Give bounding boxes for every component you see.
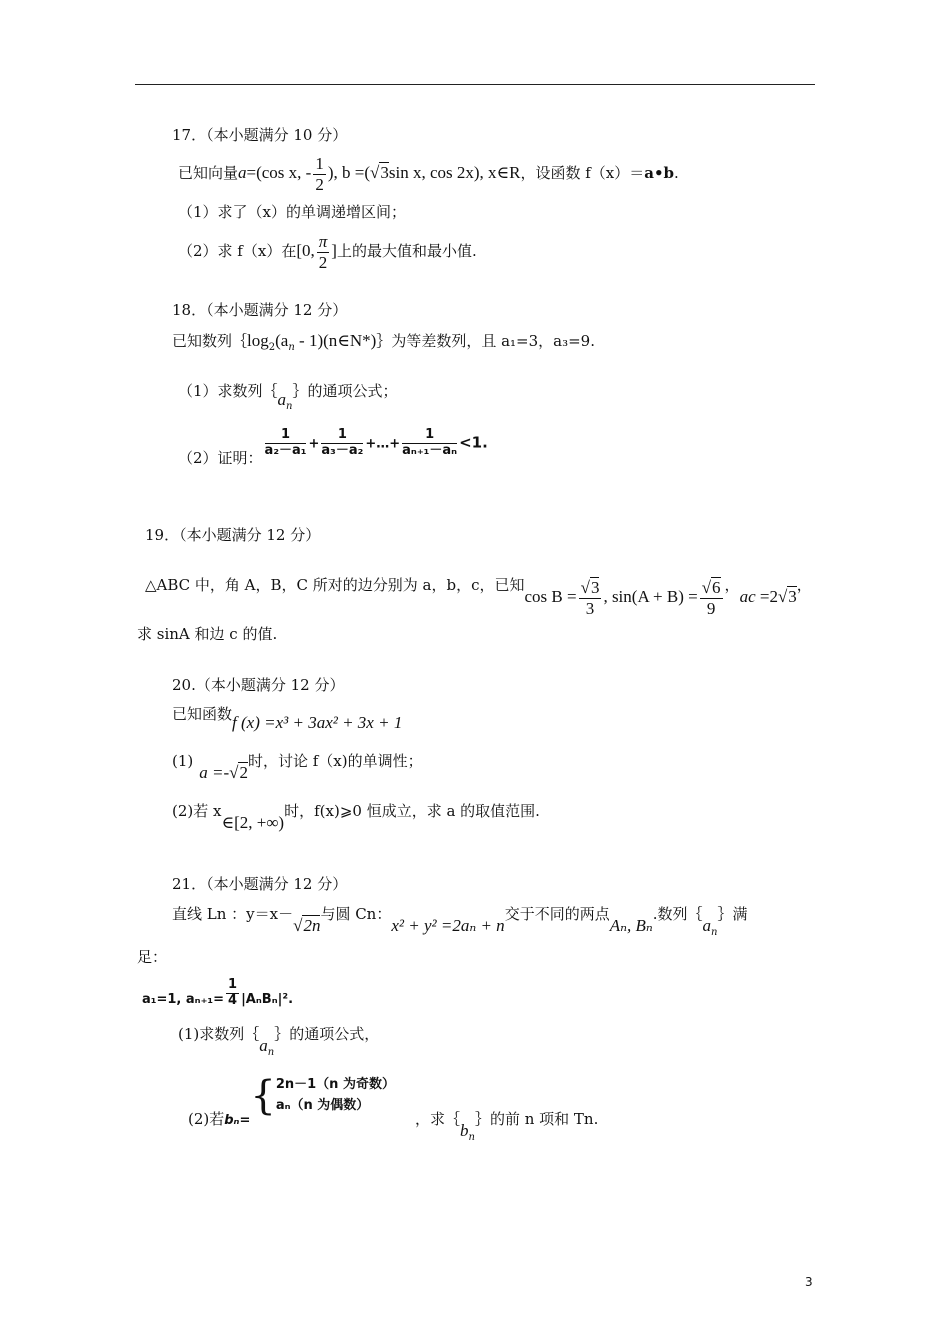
q21-stem-text: 与圆 Cn：	[320, 905, 392, 923]
fraction-numerator: 1	[228, 977, 238, 992]
product-ac: ac	[739, 587, 756, 607]
q17-formula-part: sin x, cos 2x), x∈R	[388, 163, 521, 183]
fraction-denominator: 2	[315, 174, 324, 194]
sqrt-radicand: 6	[712, 578, 721, 597]
sequence-b: b	[459, 1120, 469, 1140]
q18-title: 18．（本小题满分 12 分）	[172, 301, 348, 319]
q17-part2-text: （2）求 f（x）在	[178, 242, 297, 261]
q21-stem-text: 交于不同的两点	[504, 905, 610, 923]
inequality: <1.	[459, 433, 488, 452]
plus-sign: +	[308, 436, 320, 452]
page-number: 3	[805, 1275, 813, 1289]
comma: ，	[796, 576, 812, 595]
subscript-n: n	[286, 401, 293, 412]
condition-a: a =-	[199, 763, 230, 782]
piecewise-brace: {	[250, 1072, 276, 1119]
fraction-denominator: 2	[318, 252, 328, 272]
q18-part2-text: （2）证明：	[178, 449, 263, 468]
period: .	[674, 164, 679, 183]
fraction-quarter	[226, 978, 239, 1009]
q17-part1: （1）求了（x）的单调递增区间；	[178, 203, 407, 221]
q21-recurrence	[142, 978, 293, 1009]
q19-line2: 求 sinA 和边 c 的值.	[137, 625, 278, 643]
q17-part2-text: 上的最大值和最小值.	[336, 242, 477, 261]
q20-part2-text: (2)若 x	[172, 802, 222, 820]
fraction-denominator: aₙ₊₁－aₙ	[402, 442, 458, 458]
q18-stem-text: 已知数列｛	[172, 332, 248, 350]
q18-stem-text: ｝为等差数列，且 a₁=3，a₃=9.	[376, 332, 595, 350]
q20-stem	[172, 705, 403, 732]
subscript-n: n	[468, 1131, 475, 1143]
ellipsis: +…+	[365, 436, 401, 452]
q21-stem-text: 直线 Ln ：y＝x－	[172, 905, 294, 923]
q20-part1: (1)a =-√2时，讨论 f（x)的单调性；	[172, 752, 423, 782]
sin-a-plus-b: , sin(A + B) =	[603, 587, 698, 607]
fraction-denominator: 9	[706, 598, 716, 618]
log-argument: (a	[275, 331, 289, 350]
q20-part2-text: 时，f(x)⩾0 恒成立，求 a 的取值范围.	[284, 802, 540, 820]
piecewise-cases	[276, 1075, 395, 1117]
fraction-term-2	[321, 428, 363, 459]
sequence-b-def: bₙ=	[224, 1112, 251, 1128]
intersection-points: Aₙ, Bₙ	[609, 916, 653, 935]
cos-b: cos B =	[524, 587, 577, 607]
q17-stem-text: 已知向量	[178, 164, 239, 183]
q20-part1-text: 时，讨论 f（x)的单调性；	[247, 752, 423, 770]
fraction-numerator: 1	[315, 154, 324, 173]
q21-part2	[188, 1072, 599, 1143]
recurrence-text: |AₙBₙ|².	[241, 991, 294, 1007]
q20-stem-text: 已知函数	[172, 705, 233, 723]
q17-formula-part: ), b =(	[327, 163, 371, 183]
ac-value: =2	[755, 587, 778, 607]
recurrence-text: a₁=1, aₙ₊₁=	[142, 991, 225, 1007]
q17-stem-text: ，设函数 f（x）＝	[520, 164, 645, 183]
q17-title: 17．（本小题满分 10 分）	[172, 126, 348, 144]
case-even: aₙ（n 为偶数）	[275, 1097, 370, 1113]
fraction-numerator: 1	[402, 428, 457, 444]
subscript-n: n	[267, 1047, 275, 1058]
q21-part2-text: (2)若	[188, 1109, 225, 1128]
interval-close: ]	[331, 241, 337, 261]
fraction-term-n	[402, 428, 457, 459]
q18-part2	[178, 427, 488, 468]
fraction-numerator: √3	[580, 578, 600, 597]
q21-part2-text: ，求｛	[414, 1109, 460, 1128]
q21-part1-text: (1)求数列｛	[178, 1025, 260, 1043]
q18-stem	[172, 332, 595, 353]
fraction-sqrt6-9	[700, 578, 723, 618]
sequence-a: a	[259, 1036, 268, 1055]
subscript-n: n	[288, 342, 295, 353]
fraction-denominator: a₂－a₁	[264, 442, 307, 458]
sqrt-radicand: 3	[590, 578, 600, 597]
fraction-numerator: 1	[265, 428, 307, 444]
q21-title: 21．（本小题满分 12 分）	[172, 875, 348, 893]
subscript-n: n	[711, 927, 718, 938]
q19-stem: △ABC 中，角 A，B，C 所对的边分别为 a，b，c，已知cos B = $\frac{√3}{3}$ , sin(A + B) = $\frac{√6}{9}$ ，ac =2√3，	[145, 576, 812, 618]
fraction-half	[313, 154, 326, 194]
q17-stem	[178, 154, 679, 194]
q17-part2	[178, 232, 477, 272]
comma: ，	[724, 576, 740, 595]
interval: ∈[2, +∞)	[221, 813, 285, 832]
q19-title: 19．（本小题满分 12 分）	[145, 526, 321, 544]
fraction-denominator: 3	[585, 598, 595, 618]
q21-part2-text: ｝的前 n 项和 Tn.	[474, 1109, 599, 1128]
sqrt-sign: √	[370, 163, 380, 183]
q21-stem-text: ｝满	[717, 905, 748, 923]
vector-a: a	[238, 163, 247, 183]
interval-open: [0,	[296, 241, 315, 261]
case-odd: 2n－1（n 为奇数）	[275, 1077, 395, 1092]
part-label: (1)	[172, 752, 194, 770]
log-argument: - 1)(n∈N*)	[294, 331, 377, 350]
q21-part1-text: ｝的通项公式，	[274, 1025, 380, 1043]
dot-product: a•b	[644, 164, 675, 183]
q18-part1	[178, 382, 398, 412]
fraction-numerator: √6	[701, 578, 721, 597]
q17-formula-part: =(cos x, -	[246, 163, 312, 183]
sequence-a: a	[702, 916, 712, 935]
sqrt-radicand: 3	[380, 163, 389, 183]
q20-part2	[172, 802, 540, 832]
sqrt-radicand: 2n	[303, 916, 321, 935]
log-base: 2	[268, 342, 276, 353]
fraction-numerator: π	[318, 232, 328, 251]
fraction-pi-half	[317, 232, 330, 272]
header-rule	[135, 84, 815, 85]
q18-part1-text: （1）求数列｛	[178, 382, 278, 400]
fraction-denominator: 4	[228, 992, 238, 1008]
fraction-term-1	[265, 428, 307, 459]
q21-part1	[178, 1025, 380, 1058]
fraction-numerator: 1	[321, 428, 363, 444]
q21-line2: 足：	[137, 948, 168, 966]
q18-part1-text: ｝的通项公式；	[292, 382, 398, 400]
circle-equation: x² + y² =2aₙ + n	[391, 916, 505, 935]
log-function: log	[247, 331, 269, 350]
q21-stem-text: .数列｛	[652, 905, 703, 923]
fraction-sqrt3-3	[579, 578, 602, 618]
sequence-a: a	[277, 390, 287, 409]
fraction-denominator: a₃－a₂	[321, 442, 364, 458]
q19-stem-text: △ABC 中，角 A，B，C 所对的边分别为 a，b，c，已知	[145, 576, 525, 595]
sqrt-radicand: 3	[788, 587, 797, 607]
q20-title: 20.（本小题满分 12 分）	[172, 676, 345, 694]
q21-stem: 直线 Ln ：y＝x－√2n与圆 Cn：x² + y² =2aₙ + n交于不同的两点Aₙ, Bₙ.数列$\{a_n\}$满	[172, 905, 748, 938]
function-definition: f (x) =x³ + 3ax² + 3x + 1	[232, 713, 403, 732]
sqrt-radicand: 2	[239, 763, 248, 782]
